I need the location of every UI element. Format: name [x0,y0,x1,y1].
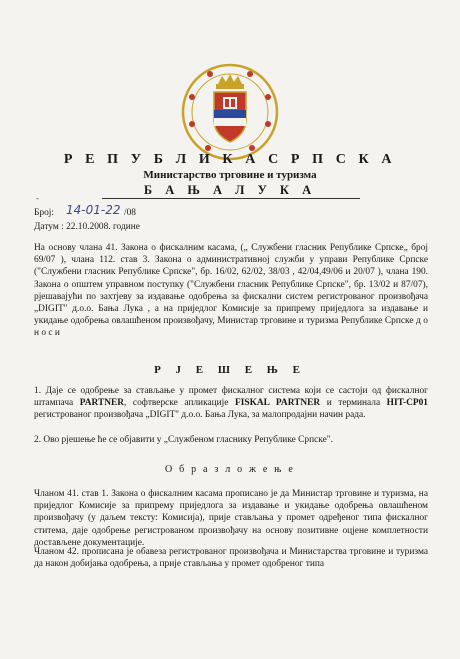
number-label: Број: [34,208,54,218]
number-suffix: /08 [124,208,136,218]
city-heading: Б А Њ А Л У К А [143,183,317,197]
reasoning-paragraph-2: Чланом 42. прописана је обавеза регистрованог произвођача и Министарства трговине и туризма да након добијања одобрења, а прије стављања у промет одобреног типа [34,547,428,570]
reasoning-paragraph-1: Чланом 41. став 1. Закона о фискалним касама прописано је да Министар трговине и туризма, на приједлог Комисије за припрему приједлога за издавање и укидање одобрења овлашћеном произвођачу (у даљем тексту: Комисија), прије стављања у промет одређеног типа фискалног ститема, даје одобрење регистрованом произвођачу на основу позитивне оцјене комплетности достављене документације. [34,489,428,548]
ministry-heading: Министарство трговине и туризма [143,169,317,181]
item1-text-c: и терминала [320,398,387,409]
item1-text-a: 1. Даје се одобрење за стављање у промет фискалног система који се састоји од фискалног штампача [34,386,428,409]
margin-mark: - [36,193,39,203]
country-heading: Р Е П У Б Л И К А С Р П С К А [63,152,397,167]
decision-item-1 [34,385,428,422]
intro-paragraph: На основу члана 41. Закона о фискалним касама, („ Службени гласник Републике Српске„ број 69/07 ), члана 112. став 3. Закона о административној служби у управи Републике Српске ("Службени гласник Републике Српске", бр. 16/02, 62/02, 38/03 , 42/04,49/06 и 20/07 ), члана 190. Закона о општем управном поступку ("Службени гласник Републике Српске", бр. 13/02 и 87/07), рјешавајући по захтјеву за издавање одобрења за фискални систем регистрованог произвођача „DIGIT" д.о.о. Бања Лука , а на приједлог Комисије за припрему приједлога за издавање и укидање одобрења овлашћеном произвођачу, Министар трговине и туризма Републике Српске д о н о с и [34,243,428,339]
item1-text-d: регистрованог произвођача „DIGIT" д.о.о. Бања Лука, за малопродајни начин рада. [34,410,366,421]
reasoning-title: О б р а з л о ж е њ е [165,464,295,475]
software-name: FISKAL PARTNER [234,398,321,409]
printer-name: PARTNER [79,398,125,409]
handwritten-number: 14-01-22 [66,203,121,217]
decision-item-2: 2. Ово рјешење ће се објавити у „Службеном гласнику Републике Српске". [34,435,333,445]
document-date: Датум : 22.10.2008. године [34,222,140,232]
coat-of-arms-icon [180,62,280,162]
header-divider [102,198,360,199]
decision-title: Р Ј Е Ш Е Њ Е [154,364,306,376]
item1-text-b: , софтверске апликације [124,398,235,409]
terminal-name: HIT-CP01 [386,398,428,409]
